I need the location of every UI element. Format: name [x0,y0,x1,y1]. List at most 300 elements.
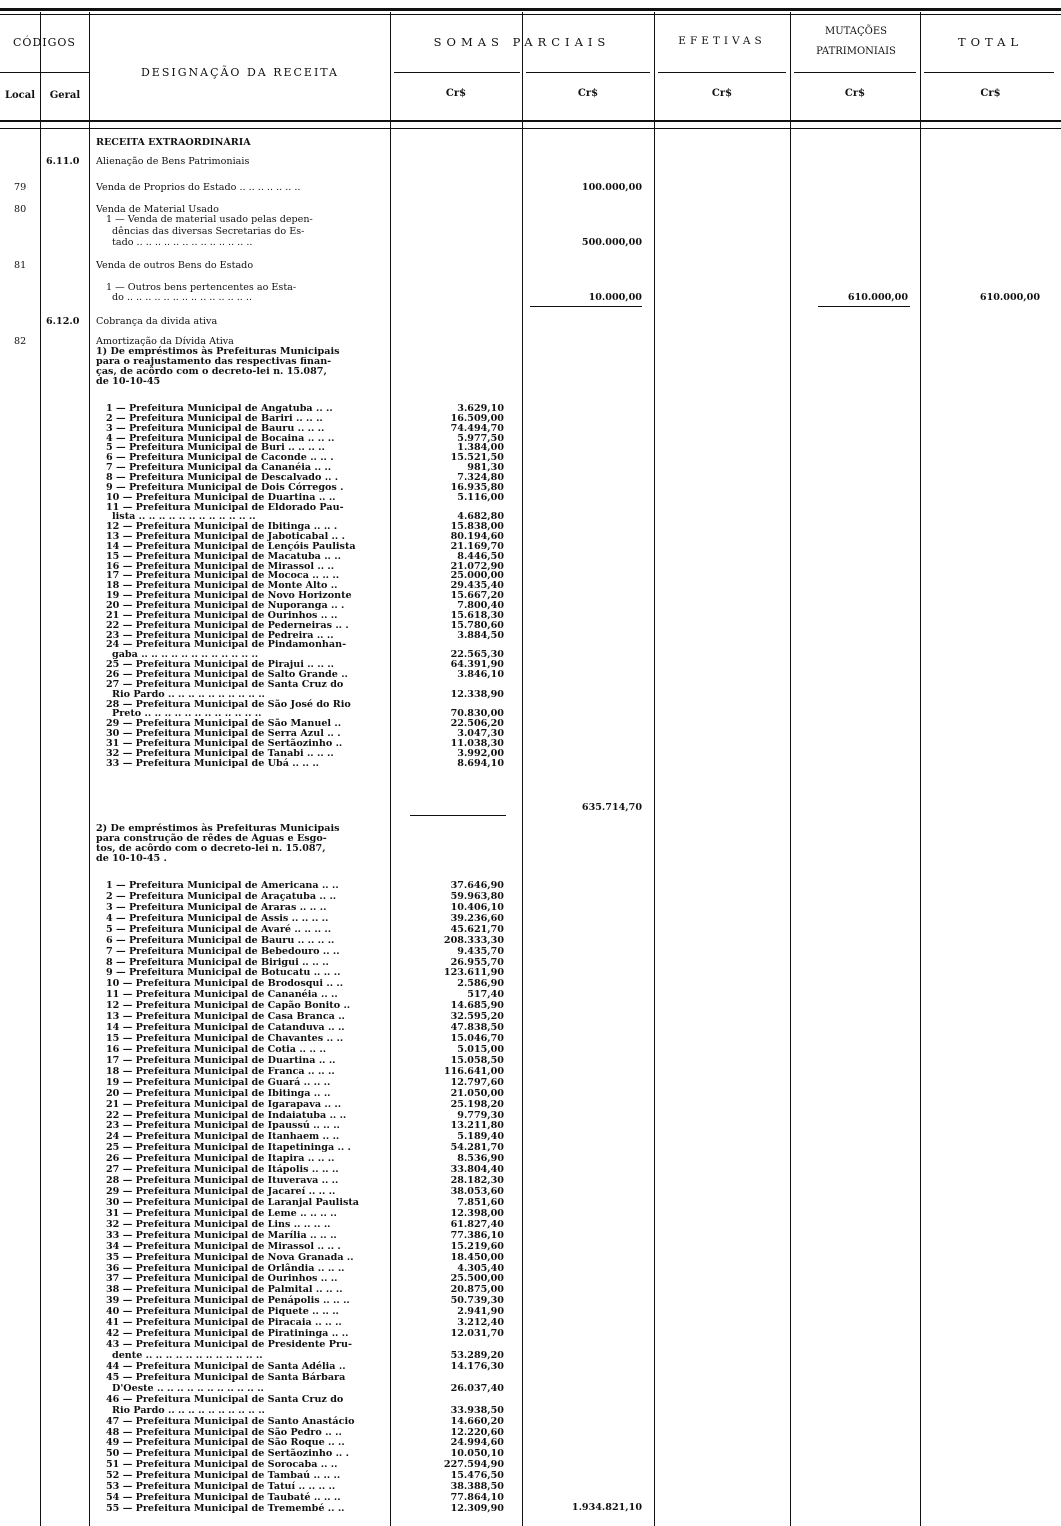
loan-amount: 39.236,60 [450,912,504,924]
prefeitura-name: 42 — Prefeitura Municipal de Piratininga .. .. [106,1328,349,1340]
list-item [0,1306,1061,1317]
list-item [0,1153,1061,1164]
list-item [0,1219,1061,1230]
prefeitura-name: 18 — Prefeitura Municipal de Franca .. .. .. [106,1065,335,1077]
loan-amount: 5.189,40 [457,1131,504,1143]
prefeitura-name: 23 — Prefeitura Municipal de Pedreira .. .. [106,629,334,641]
prefeitura-name: 27 — Prefeitura Municipal de Santa Cruz do [106,678,344,690]
total-sub-rule [924,72,1054,73]
prefeitura-name: 22 — Prefeitura Municipal de Indaiatuba .. .. [106,1109,347,1121]
prefeitura-name: 49 — Prefeitura Municipal de São Roque .. .. [106,1437,345,1449]
prefeitura-name: Rio Pardo .. .. .. .. .. .. .. .. .. .. [112,1404,265,1416]
loan-amount: 21.050,00 [450,1087,504,1099]
list-item [0,1263,1061,1274]
loan-amount: 3.846,10 [457,668,504,680]
prefeitura-name: 44 — Prefeitura Municipal de Santa Adélia .. [106,1360,346,1372]
list-item [0,1055,1061,1066]
loan-amount: 5.977,50 [457,432,504,444]
prefeitura-name: 10 — Prefeitura Municipal de Brodosqui .. .. [106,978,344,990]
loan-amount: 3.212,40 [457,1317,504,1329]
loan-amount: 15.521,50 [450,452,504,464]
prefeitura-name: 30 — Prefeitura Municipal de Serra Azul .. . [106,728,341,740]
prefeitura-name: 38 — Prefeitura Municipal de Palmital .. .. .. [106,1284,343,1296]
loan-amount: 4.682,80 [457,511,504,523]
description: RECEITA EXTRAORDINÁRIA [96,137,251,148]
list-item [0,1066,1061,1077]
prefeitura-name: 12 — Prefeitura Municipal de Capão Bonito .. [106,1000,351,1012]
loan-amount: 14.660,20 [450,1415,504,1427]
prefeitura-name: 24 — Prefeitura Municipal de Itanhaem .. .. [106,1131,340,1143]
loan-amount: 25.500,00 [450,1273,504,1285]
header-designacao: DESIGNAÇÃO DA RECEITA [140,66,339,79]
loan-amount: 3.884,50 [457,629,504,641]
prefeitura-name: 16 — Prefeitura Municipal de Mirassol .. .. [106,560,335,572]
prefeitura-name: 3 — Prefeitura Municipal de Bauru .. .. .. [106,422,325,434]
intro-line [0,853,1061,864]
loan-amount: 77.386,10 [450,1229,504,1241]
prefeitura-name: 31 — Prefeitura Municipal de Sertãozinho .. [106,737,343,749]
loan-amount: 5.015,00 [457,1043,504,1055]
header-codigos: CÓDIGOS [13,36,76,49]
description: Amortização da Dívida Ativa [96,336,234,347]
list-item [0,1230,1061,1241]
loan-amount: 208.333,30 [443,934,504,946]
loan-amount: 8.446,50 [457,550,504,562]
list-item [0,1427,1061,1438]
loan-amount: 116.641,00 [443,1065,504,1077]
loan-amount: 2.941,90 [457,1306,504,1318]
prefeitura-name: 21 — Prefeitura Municipal de Ourinhos .. .. [106,609,338,621]
prefeitura-name: 5 — Prefeitura Municipal de Avaré .. .. .. .. [106,923,332,935]
currency-p1: Cr$ [445,88,467,99]
loan-amount: 25.000,00 [450,570,504,582]
loan-amount: 59.963,80 [450,890,504,902]
prefeitura-name: 25 — Prefeitura Municipal de Pirajui .. .. .. [106,659,334,671]
table-row [0,182,1061,193]
list2-total-row [0,1502,1061,1513]
prefeitura-name: 9 — Prefeitura Municipal de Dois Córregos . [106,481,344,493]
loan-amount: 227.594,90 [443,1459,504,1471]
prefeitura-name: 19 — Prefeitura Municipal de Guará .. .. .. [106,1076,331,1088]
loan-amount: 15.780,60 [450,619,504,631]
prefeitura-name: 30 — Prefeitura Municipal de Laranjal Paulista [106,1196,360,1208]
loan-amount: 12.338,90 [450,688,504,700]
partial-sum-2: 100.000,00 [581,182,642,193]
list-item [0,891,1061,902]
prefeitura-name: 43 — Prefeitura Municipal de Presidente Pru- [106,1339,352,1351]
loan-amount: 2.586,90 [457,978,504,990]
loan-amount: 10.050,10 [450,1448,504,1460]
prefeitura-name: 47 — Prefeitura Municipal de Santo Anastácio [106,1415,355,1427]
prefeitura-name: 52 — Prefeitura Municipal de Tambaú .. .. .. [106,1470,341,1482]
list-item [0,1339,1061,1350]
list1-total: 635.714,70 [581,802,642,813]
header-bottom-rule [0,120,1061,122]
loan-amount: 15.618,30 [450,609,504,621]
list-item [0,924,1061,935]
prefeitura-name: 35 — Prefeitura Municipal de Nova Granada .. [106,1251,354,1263]
list-item [0,1437,1061,1448]
prefeitura-name: 33 — Prefeitura Municipal de Marília .. .. .. [106,1229,337,1241]
prefeitura-name: 50 — Prefeitura Municipal de Sertãozinho .. . [106,1448,349,1460]
partial-sum-2-underline [530,306,642,307]
loan-amount: 7.324,80 [457,471,504,483]
prefeitura-name: 28 — Prefeitura Municipal de São José do Rio [106,698,351,710]
list-item [0,967,1061,978]
list-item [0,1284,1061,1295]
list-item [0,1033,1061,1044]
list-item [0,1110,1061,1121]
list-item [0,1448,1061,1459]
description: tado .. .. .. .. .. .. .. .. .. .. .. .. .. [112,237,253,248]
description: Venda de Material Usado [96,204,219,215]
loan-amount: 3.629,10 [457,403,504,414]
loan-amount: 15.838,00 [450,521,504,533]
prefeitura-name: 6 — Prefeitura Municipal de Caconde .. .. . [106,452,334,464]
intro-text: de 10-10-45 . [96,853,167,864]
prefeitura-name: 26 — Prefeitura Municipal de Salto Grande .. [106,668,348,680]
table-row [0,316,1061,327]
description: 1 — Venda de material usado pelas depen- [106,214,313,225]
intro-text: tos, de acôrdo com o decreto-lei n. 15.087, [96,843,326,854]
intro-text: 2) De empréstimos às Prefeituras Municipais [96,823,340,834]
list-item [0,1044,1061,1055]
prefeitura-name: 27 — Prefeitura Municipal de Itápolis .. .. .. [106,1164,339,1176]
loan-amount: 517,40 [467,989,504,1001]
loan-amount: 123.611,90 [443,967,504,979]
loan-amount: 28.182,30 [450,1175,504,1187]
list-item [0,1328,1061,1339]
list-item [0,1099,1061,1110]
loan-amount: 29.435,40 [450,580,504,592]
table-row [0,376,1061,387]
list-item [0,1273,1061,1284]
loan-amount: 8.694,10 [457,757,504,769]
prefeitura-name: 31 — Prefeitura Municipal de Leme .. .. .. .. [106,1207,337,1219]
local-code: 81 [14,260,27,271]
loan-amount: 15.219,60 [450,1240,504,1252]
prefeitura-name: 8 — Prefeitura Municipal de Birigui .. .. .. [106,956,329,968]
list-item [0,935,1061,946]
prefeitura-name: 6 — Prefeitura Municipal de Bauru .. .. .. .. [106,934,335,946]
list1-sum-underline [410,815,506,816]
loan-amount: 981,30 [467,462,504,474]
somas-sub-rule-1 [394,72,520,73]
prefeitura-name: 23 — Prefeitura Municipal de Ipaussú .. .. .. [106,1120,340,1132]
description: 1 — Outros bens pertencentes ao Esta- [106,282,297,293]
loan-amount: 32.595,20 [450,1011,504,1023]
loan-amount: 18.450,00 [450,1251,504,1263]
description: ças, de acôrdo com o decreto-lei n. 15.087, [96,366,327,377]
prefeitura-name: 7 — Prefeitura Municipal de Bebedouro .. .. [106,945,340,957]
list-item [0,1164,1061,1175]
list-item [0,1252,1061,1263]
prefeitura-name: 46 — Prefeitura Municipal de Santa Cruz do [106,1393,344,1405]
prefeitura-name: Preto .. .. .. .. .. .. .. .. .. .. .. .. [112,708,262,720]
loan-amount: 12.220,60 [450,1426,504,1438]
loan-amount: 5.116,00 [457,491,504,503]
prefeitura-name: 11 — Prefeitura Municipal de Cananéia .. .. [106,989,338,1001]
prefeitura-name: Rio Pardo .. .. .. .. .. .. .. .. .. .. [112,688,265,700]
loan-amount: 15.667,20 [450,590,504,602]
mutacoes-underline [818,306,910,307]
prefeitura-name: 54 — Prefeitura Municipal de Taubaté .. .. .. [106,1492,341,1504]
list-item [0,1405,1061,1416]
prefeitura-name: D'Oeste .. .. .. .. .. .. .. .. .. .. .. [112,1382,264,1394]
prefeitura-name: 15 — Prefeitura Municipal de Chavantes .. .. [106,1033,344,1045]
prefeitura-name: 13 — Prefeitura Municipal de Jaboticabal .. . [106,531,345,543]
currency-p2: Cr$ [577,88,599,99]
loan-amount: 20.875,00 [450,1284,504,1296]
loan-amount: 15.476,50 [450,1470,504,1482]
list-item [0,1131,1061,1142]
loan-amount: 9.779,30 [457,1109,504,1121]
prefeitura-name: gaba .. .. .. .. .. .. .. .. .. .. .. .. [112,649,259,661]
list-item [0,1372,1061,1383]
prefeitura-name: 2 — Prefeitura Municipal de Bariri .. .. .. [106,412,323,424]
prefeitura-name: 34 — Prefeitura Municipal de Mirassol .. .. . [106,1240,341,1252]
prefeitura-name: 48 — Prefeitura Municipal de São Pedro .. .. [106,1426,342,1438]
total-value: 610.000,00 [979,292,1040,303]
prefeitura-name: 37 — Prefeitura Municipal de Ourinhos .. .. [106,1273,338,1285]
mutacoes-value: 610.000,00 [847,292,908,303]
local-code: 82 [14,336,27,347]
list-item [0,1197,1061,1208]
list-item [0,1011,1061,1022]
prefeitura-name: 17 — Prefeitura Municipal de Mococa .. .. .. [106,570,340,582]
prefeitura-name: 51 — Prefeitura Municipal de Sorocaba .. .. [106,1459,338,1471]
table-row [0,226,1061,237]
loan-amount: 16.935,80 [450,481,504,493]
header-total: TOTAL [957,35,1024,49]
prefeitura-name: 4 — Prefeitura Municipal de Assis .. .. .. .. [106,912,329,924]
prefeitura-name: 14 — Prefeitura Municipal de Lençóis Paulista [106,540,356,552]
loan-amount: 12.398,00 [450,1207,504,1219]
list-item [0,1000,1061,1011]
prefeitura-name: 7 — Prefeitura Municipal da Cananéia .. .. [106,462,332,474]
table-row [0,292,1061,303]
loan-amount: 70.830,00 [450,708,504,720]
partial-sum-2: 10.000,00 [588,292,642,303]
list-item [0,1175,1061,1186]
description: de 10-10-45 [96,376,161,387]
prefeitura-name: 3 — Prefeitura Municipal de Araras .. .. .. [106,901,327,913]
prefeitura-name: 21 — Prefeitura Municipal de Igarapava .. .. [106,1098,342,1110]
description: Venda de Proprios do Estado .. .. .. .. .. .. .. [96,182,301,193]
prefeitura-name: lista .. .. .. .. .. .. .. .. .. .. .. .. [112,511,256,523]
header-mutacoes: MUTAÇÕES PATRIMONIAIS [816,26,896,57]
description: 1) De empréstimos às Prefeituras Municipais [96,346,340,357]
loan-amount: 61.827,40 [450,1218,504,1230]
prefeitura-name: 41 — Prefeitura Municipal de Piracaia .. .. .. [106,1317,342,1329]
loan-amount: 26.955,70 [450,956,504,968]
list-item [0,1142,1061,1153]
prefeitura-name: 28 — Prefeitura Municipal de Ituverava .. .. [106,1175,339,1187]
loan-amount: 15.046,70 [450,1033,504,1045]
list-item [0,1350,1061,1361]
loan-amount: 7.851,60 [457,1196,504,1208]
prefeitura-name: 4 — Prefeitura Municipal de Bocaina .. .. .. [106,432,335,444]
prefeitura-name: 19 — Prefeitura Municipal de Novo Horizonte [106,590,352,602]
loan-amount: 54.281,70 [450,1142,504,1154]
prefeitura-name: 20 — Prefeitura Municipal de Ibitinga .. .. [106,1087,331,1099]
list-item [0,1361,1061,1372]
prefeitura-name: 2 — Prefeitura Municipal de Araçatuba .. .. [106,890,337,902]
description: dências das diversas Secretarias do Es- [112,226,305,237]
loan-amount: 4.305,40 [457,1262,504,1274]
loan-amount: 26.037,40 [450,1382,504,1394]
local-code: 79 [14,182,27,193]
prefeitura-name: 32 — Prefeitura Municipal de Lins .. .. .. .. [106,1218,331,1230]
list-item [0,1241,1061,1252]
loan-amount: 24.994,60 [450,1437,504,1449]
list-item [0,1022,1061,1033]
currency-mutacoes: Cr$ [844,88,866,99]
list-item [0,946,1061,957]
prefeitura-name: 17 — Prefeitura Municipal de Duartina .. .. [106,1054,336,1066]
loan-amount: 37.646,90 [450,880,504,891]
partial-sum-2: 500.000,00 [581,237,642,248]
list-item [0,1208,1061,1219]
top-rule [0,8,1061,11]
list-item [0,902,1061,913]
loan-amount: 11.038,30 [450,737,504,749]
loan-amount: 50.739,30 [450,1295,504,1307]
header-somas-parciais: SOMAS PARCIAIS [433,35,611,49]
header-local: Local [4,90,36,101]
prefeitura-name: 25 — Prefeitura Municipal de Itapetininga .. . [106,1142,351,1154]
list-item [0,1394,1061,1405]
prefeitura-name: 12 — Prefeitura Municipal de Ibitinga .. .. . [106,521,338,533]
list-item [0,1186,1061,1197]
prefeitura-name: 10 — Prefeitura Municipal de Duartina .. .. [106,491,336,503]
prefeitura-name: 15 — Prefeitura Municipal de Macatuba .. .. [106,550,341,562]
currency-total: Cr$ [980,88,1001,99]
efetivas-sub-rule [658,72,786,73]
loan-amount: 22.565,30 [450,649,504,661]
somas-sub-rule-2 [526,72,650,73]
table-row [0,137,1061,148]
table-row [0,156,1061,167]
header-bottom-rule-thin [0,128,1061,129]
loan-amount: 15.058,50 [450,1054,504,1066]
list-item [0,1317,1061,1328]
prefeitura-name: 13 — Prefeitura Municipal de Casa Branca .. [106,1011,345,1023]
list-item [0,1088,1061,1099]
prefeitura-name: dente .. .. .. .. .. .. .. .. .. .. .. .. [112,1349,263,1361]
description: Cobrança da divida ativa [96,316,218,327]
description: Venda de outros Bens do Estado [96,260,254,271]
loan-amount: 45.621,70 [450,923,504,935]
prefeitura-name: 8 — Prefeitura Municipal de Descalvado .. . [106,471,339,483]
loan-amount: 3.992,00 [457,747,504,759]
loan-amount: 77.864,10 [450,1492,504,1504]
prefeitura-name: 11 — Prefeitura Municipal de Eldorado Pau- [106,501,344,513]
prefeitura-name: 9 — Prefeitura Municipal de Botucatu .. .. .. [106,967,341,979]
loan-amount: 33.938,50 [450,1404,504,1416]
list2-total: 1.934.821,10 [571,1502,642,1513]
loan-amount: 21.169,70 [450,540,504,552]
geral-code: 6.11.0 [46,156,80,167]
prefeitura-name: 20 — Prefeitura Municipal de Nuporanga .. . [106,600,345,611]
currency-efetivas: Cr$ [711,88,733,99]
prefeitura-name: 26 — Prefeitura Municipal de Itapira .. .. .. [106,1153,335,1165]
prefeitura-name: 40 — Prefeitura Municipal de Piquete .. .. .. [106,1306,339,1318]
prefeitura-name: 45 — Prefeitura Municipal de Santa Bárbara [106,1371,346,1383]
description: Alienação de Bens Patrimoniais [96,156,250,167]
loan-amount: 8.536,90 [457,1153,504,1165]
prefeitura-name: 1 — Prefeitura Municipal de Angatuba .. .. [106,403,333,414]
table-row [0,214,1061,225]
loan-amount: 47.838,50 [450,1022,504,1034]
prefeitura-name: 53 — Prefeitura Municipal de Tatuí .. .. .. .. [106,1481,336,1493]
top-rule-thin [0,14,1061,15]
loan-amount: 7.800,40 [457,600,504,611]
prefeitura-name: 24 — Prefeitura Municipal de Pindamonhan- [106,639,347,651]
mutacoes-sub-rule [794,72,916,73]
prefeitura-name: 18 — Prefeitura Municipal de Monte Alto .. [106,580,338,592]
table-row [0,237,1061,248]
description: para o reajustamento das respectivas finan- [96,356,332,367]
list1-total-row [0,802,1061,813]
loan-amount: 12.309,90 [450,1503,504,1514]
loan-amount: 14.176,30 [450,1360,504,1372]
prefeitura-name: 32 — Prefeitura Municipal de Tanabi .. .. .. [106,747,334,759]
prefeitura-name: 55 — Prefeitura Municipal de Tremembé .. .. [106,1503,345,1514]
loan-amount: 16.509,00 [450,412,504,424]
loan-amount: 9.435,70 [457,945,504,957]
loan-amount: 12.031,70 [450,1328,504,1340]
loan-amount: 1.384,00 [457,442,504,454]
loan-amount: 74.494,70 [450,422,504,434]
loan-amount: 22.506,20 [450,718,504,730]
geral-code: 6.12.0 [46,316,80,327]
list-item [0,913,1061,924]
loan-amount: 10.406,10 [450,901,504,913]
loan-amount: 33.804,40 [450,1164,504,1176]
header-geral: Geral [49,90,81,101]
loan-amount: 12.797,60 [450,1076,504,1088]
prefeitura-name: 22 — Prefeitura Municipal de Pederneiras .. . [106,619,349,631]
list-item [0,989,1061,1000]
codigos-sub-rule [0,72,89,73]
prefeitura-name: 33 — Prefeitura Municipal de Ubá .. .. .. [106,757,320,769]
prefeitura-name: 1 — Prefeitura Municipal de Americana .. .. [106,880,339,891]
list-item [0,1120,1061,1131]
list-item [0,758,1061,769]
prefeitura-name: 29 — Prefeitura Municipal de São Manuel .. [106,718,342,730]
prefeitura-name: 39 — Prefeitura Municipal de Penápolis .. .. .. [106,1295,350,1307]
header-efetivas: EFETIVAS [678,35,766,47]
list-item [0,1481,1061,1492]
list-item [0,1416,1061,1427]
prefeitura-name: 5 — Prefeitura Municipal de Buri .. .. .. .. [106,442,325,454]
loan-amount: 38.053,60 [450,1186,504,1198]
prefeitura-name: 36 — Prefeitura Municipal de Orlândia .. .. .. [106,1262,345,1274]
loan-amount: 64.391,90 [450,659,504,671]
loan-amount: 53.289,20 [450,1349,504,1361]
list-item [0,880,1061,891]
list-item [0,1470,1061,1481]
list-item [0,1295,1061,1306]
prefeitura-name: 16 — Prefeitura Municipal de Cotia .. .. .. [106,1043,327,1055]
loan-amount: 21.072,90 [450,560,504,572]
list-item [0,978,1061,989]
loan-amount: 14.685,90 [450,1000,504,1012]
table-row [0,260,1061,271]
list-item [0,1077,1061,1088]
list-item [0,1383,1061,1394]
